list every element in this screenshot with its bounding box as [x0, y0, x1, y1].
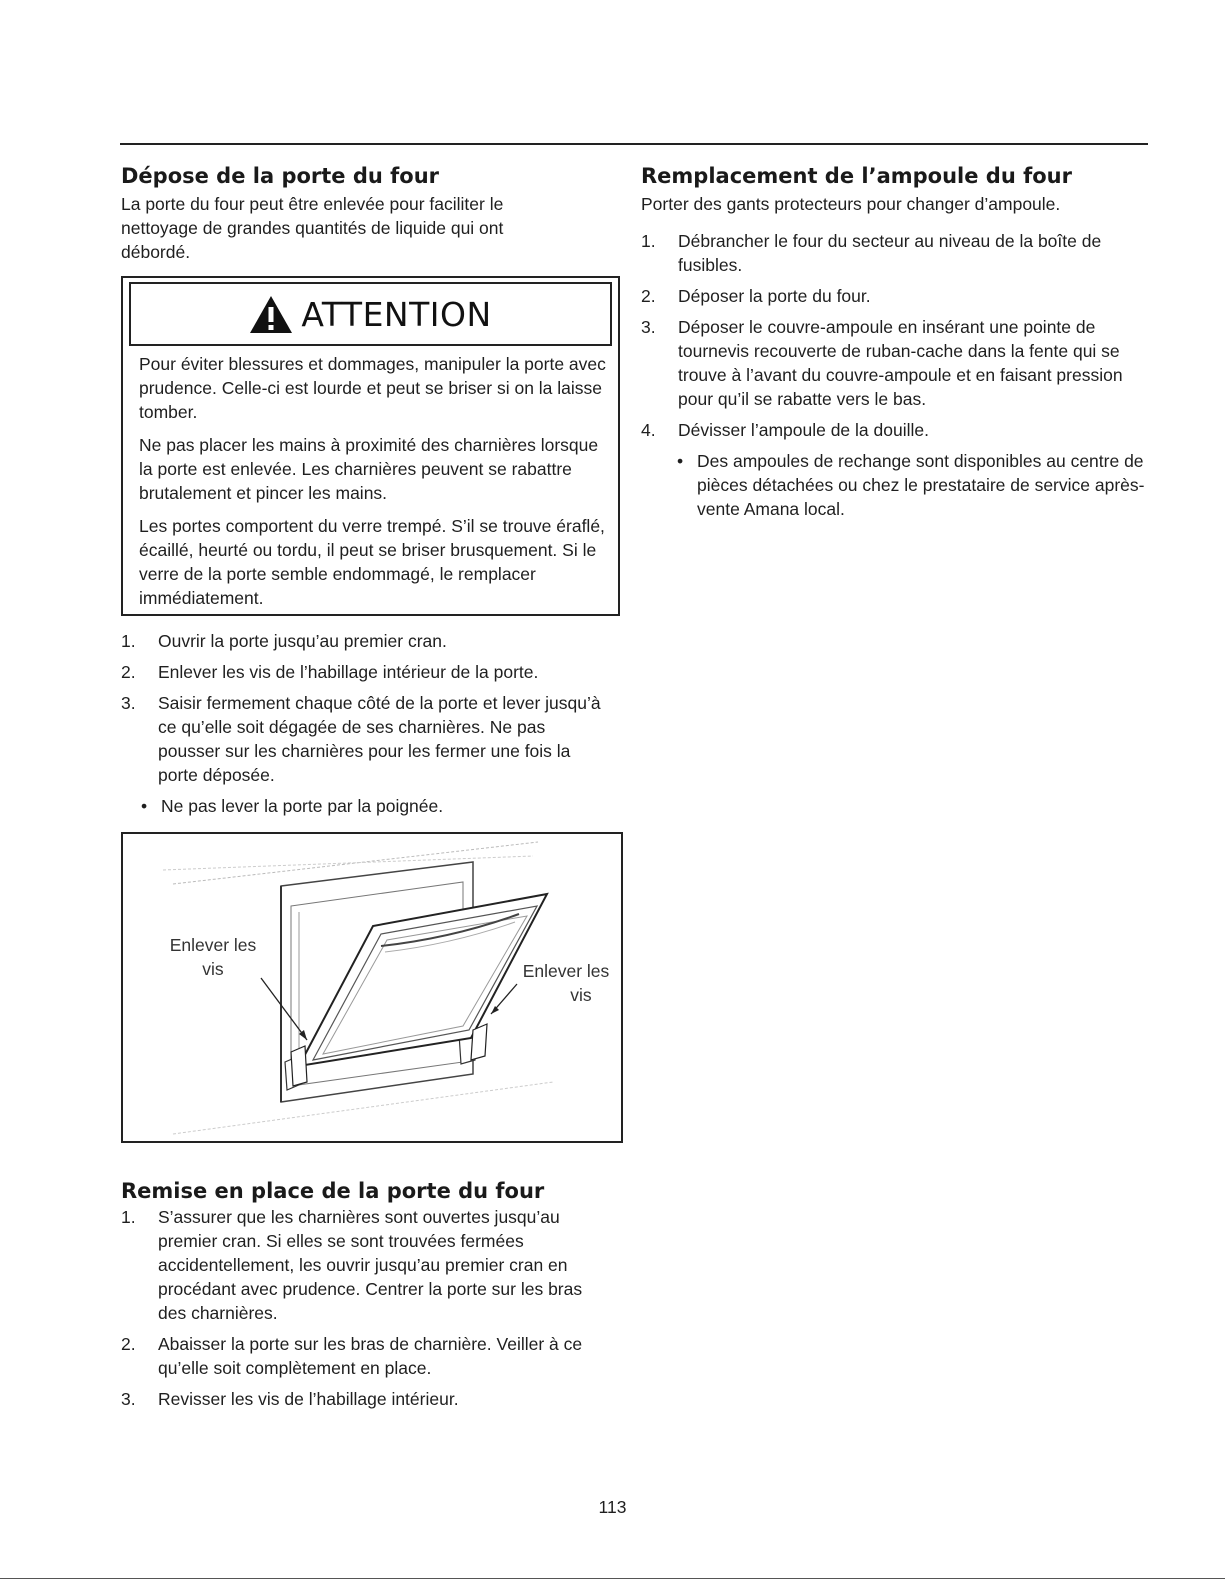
list-item — [641, 418, 1146, 442]
step-text: Enlever les vis de l’habillage intérieur de la porte. — [158, 662, 539, 682]
warning-box — [121, 276, 620, 616]
bulb-replacement-bullet — [641, 449, 1147, 521]
figure-label-right-line1: Enlever les — [522, 961, 610, 981]
warning-paragraph: Ne pas placer les mains à proximité des charnières lorsque la porte est enlevée. Les charnières peuvent se rabattre brutalement et pincer les mains. — [139, 435, 599, 503]
step-text: Déposer la porte du four. — [678, 286, 871, 306]
bottom-rule — [0, 1578, 1225, 1579]
bullet-text: Ne pas lever la porte par la poignée. — [161, 796, 444, 816]
step-text: Revisser les vis de l’habillage intérieur. — [158, 1389, 459, 1409]
step-number: 2. — [121, 1334, 136, 1354]
step-text: Débrancher le four du secteur au niveau de la boîte de fusibles. — [678, 231, 1102, 275]
left-column — [121, 162, 626, 818]
bullet-mark: • — [141, 796, 148, 816]
step-number: 2. — [641, 286, 656, 306]
step-number: 2. — [121, 662, 136, 682]
step-number: 3. — [121, 693, 136, 713]
door-removal-bullet — [121, 794, 626, 818]
top-rule — [120, 143, 1148, 145]
list-item — [641, 284, 1146, 308]
warning-paragraph: Les portes comportent du verre trempé. S’il se trouve éraflé, écaillé, heurté ou tordu, il peut se briser brusquement. Si le verre de la porte semble endommagé, le remplacer immédiatement. — [139, 516, 605, 608]
step-number: 1. — [121, 1207, 136, 1227]
warning-paragraph: Pour éviter blessures et dommages, manipuler la porte avec prudence. Celle-ci est lourde et peut se briser si on la laisse tomber. — [139, 354, 606, 422]
step-number: 1. — [121, 631, 136, 651]
step-text: Abaisser la porte sur les bras de charnière. Veiller à ce qu’elle soit complètement en place. — [158, 1334, 583, 1378]
list-item — [121, 1387, 611, 1411]
list-item — [641, 315, 1146, 411]
bulb-replacement-intro: Porter des gants protecteurs pour changer d’ampoule. — [641, 194, 1061, 214]
step-number: 4. — [641, 420, 656, 440]
step-number: 3. — [121, 1389, 136, 1409]
warning-header — [129, 282, 612, 346]
figure-label-left-line2: vis — [202, 959, 224, 979]
list-item — [121, 660, 611, 684]
step-text: Ouvrir la porte jusqu’au premier cran. — [158, 631, 447, 651]
bullet-text: Des ampoules de rechange sont disponibles au centre de pièces détachées ou chez le prestataire de service après-vente Amana local. — [697, 451, 1145, 519]
door-removal-figure — [121, 832, 623, 1143]
door-removal-intro: La porte du four peut être enlevée pour faciliter le nettoyage de grandes quantités de liquide qui ont débordé. — [121, 194, 504, 262]
list-item — [641, 229, 1146, 277]
figure-label-left-line1: Enlever les — [169, 935, 257, 955]
list-item — [121, 1332, 611, 1380]
warning-body — [123, 346, 618, 610]
section-title-bulb-replacement: Remplacement de l’ampoule du four — [641, 164, 1072, 188]
section-title-door-removal: Dépose de la porte du four — [121, 164, 440, 188]
warning-triangle-icon — [249, 294, 293, 334]
step-text: Dévisser l’ampoule de la douille. — [678, 420, 929, 440]
section-title-door-reinstall: Remise en place de la porte du four — [121, 1179, 545, 1203]
bulb-replacement-steps — [641, 229, 1146, 442]
door-reinstall-steps — [121, 1205, 611, 1411]
step-number: 3. — [641, 317, 656, 337]
bullet-mark: • — [677, 451, 684, 471]
figure-label-right — [516, 959, 616, 1007]
step-text: Déposer le couvre-ampoule en insérant une pointe de tournevis recouverte de ruban-cache dans la fente qui se trouve à l’avant du couvre-ampoule et en faisant pression pour qu’il se rabatte vers le bas. — [678, 317, 1123, 409]
figure-label-right-line2: vis — [570, 985, 592, 1005]
page-number: 113 — [598, 1497, 627, 1517]
door-removal-steps — [121, 629, 611, 787]
list-item — [121, 629, 611, 653]
list-item — [121, 1205, 611, 1325]
step-number: 1. — [641, 231, 656, 251]
door-reinstall-section — [121, 1177, 626, 1418]
figure-label-left — [163, 933, 263, 981]
right-column — [641, 162, 1151, 521]
list-item — [121, 691, 611, 787]
step-text: Saisir fermement chaque côté de la porte et lever jusqu’à ce qu’elle soit dégagée de ses charnières. Ne pas pousser sur les charnières pour les fermer une fois la porte déposée. — [158, 693, 601, 785]
step-text: S’assurer que les charnières sont ouvertes jusqu’au premier cran. Si elles se sont trouvées fermées accidentellement, les ouvrir jusqu’au premier cran en procédant avec prudence. Centrer la porte sur les bras des charnières. — [158, 1207, 583, 1323]
warning-title: ATTENTION — [301, 294, 492, 334]
